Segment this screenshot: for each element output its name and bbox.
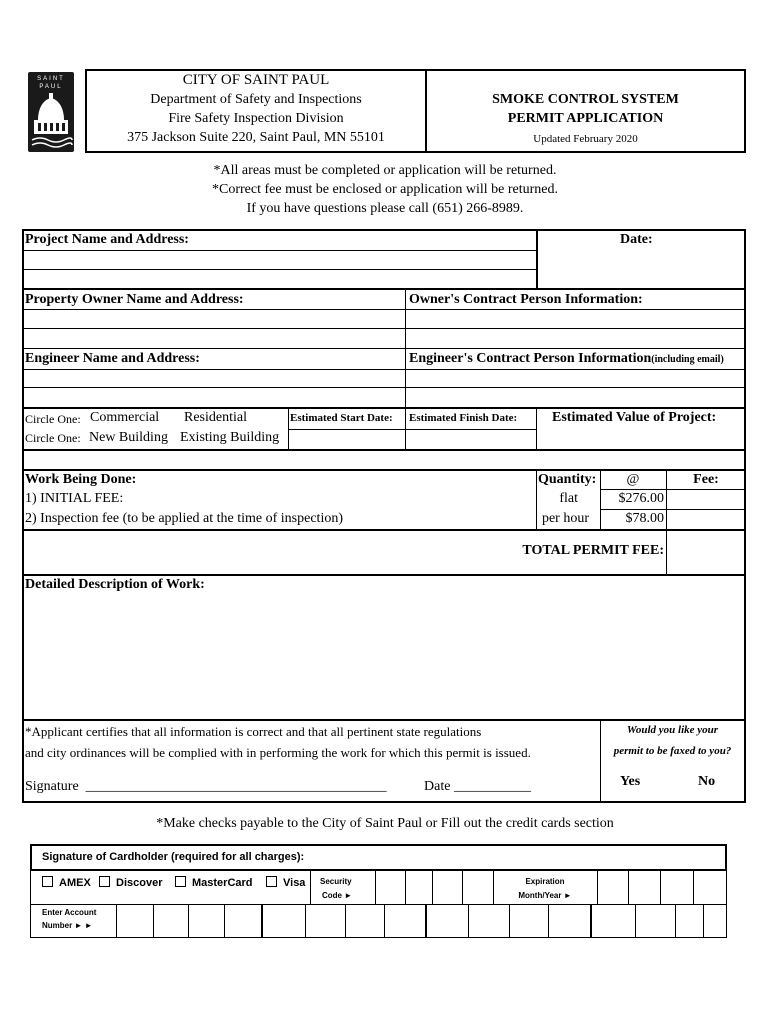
city-logo [28,72,74,152]
est-finish-label: Estimated Finish Date: [409,412,518,424]
fax-yes-option[interactable]: Yes [620,774,641,789]
account-number-label-2: Number ► ► [42,921,93,930]
notice-line-1: *All areas must be completed or application will be returned. [213,163,557,178]
cathedral-icon [28,92,74,152]
est-start-label: Estimated Start Date: [290,412,393,424]
fee-row-1-desc: 1) INITIAL FEE: [25,491,124,506]
account-number-label-1: Enter Account [42,908,97,917]
fee-row-1-rate: $276.00 [618,491,664,506]
security-digit-2[interactable] [407,872,431,902]
rate-header: @ [626,472,640,487]
checks-note: *Make checks payable to the City of Saint Paul or Fill out the credit cards section [156,816,614,831]
project-label: Project Name and Address: [25,232,189,247]
account-digit-1[interactable] [118,906,152,936]
notice-line-3: If you have questions please call (651) 266-8989. [246,201,524,216]
department-name: Department of Safety and Inspections [150,92,362,107]
quantity-label: Quantity: [538,472,597,487]
owner-address-input[interactable] [24,329,403,347]
fee-row-1-input[interactable] [668,491,744,508]
security-code-label-2: Code ► [322,891,353,900]
fax-question-1: Would you like your [626,724,719,736]
account-digit-6[interactable] [307,906,344,936]
fee-row-2-input[interactable] [668,511,744,528]
security-code-label-1: Security [320,877,352,886]
engineer-contact-input-2[interactable] [408,388,742,406]
est-value-input[interactable] [540,430,742,448]
owner-contact-input-1[interactable] [408,310,742,327]
account-digit-14[interactable] [637,906,674,936]
cardholder-signature-input[interactable] [335,847,723,868]
certify-line-1: *Applicant certifies that all information is correct and that all pertinent state regulations [25,724,482,739]
date-input[interactable] [540,252,740,282]
circle-one-label-1: Circle One: [25,412,81,426]
engineer-contact-label: Engineer's Contract Person Information(including email) [409,351,724,366]
mastercard-checkbox[interactable] [175,876,186,887]
certify-line-2: and city ordinances will be complied with in performing the work for which this permit is issued. [25,745,531,760]
account-digit-7[interactable] [347,906,383,936]
date-label: Date: [620,232,653,247]
office-address: 375 Jackson Suite 220, Saint Paul, MN 55101 [127,130,385,145]
engineer-label: Engineer Name and Address: [25,351,200,366]
expiration-label-1: Expiration [525,877,565,886]
account-digit-5[interactable] [264,906,304,936]
account-digit-8[interactable] [386,906,424,936]
owner-label: Property Owner Name and Address: [25,292,244,307]
owner-contact-label: Owner's Contract Person Information: [409,292,643,307]
sign-date-label: Date ___________ [424,779,531,794]
account-digit-11[interactable] [511,906,547,936]
expiration-digit-1[interactable] [599,872,627,902]
account-digit-2[interactable] [155,906,187,936]
est-finish-input[interactable] [408,431,534,448]
signature-line[interactable]: ___________________________________________ [85,779,387,794]
division-name: Fire Safety Inspection Division [168,111,344,126]
account-digit-13[interactable] [593,906,634,936]
expiration-label-2: Month/Year ► [518,891,572,900]
cardholder-label: Signature of Cardholder (required for all charges): [42,851,305,863]
amex-checkbox[interactable] [42,876,53,887]
est-start-input[interactable] [290,431,403,448]
work-label: Work Being Done: [25,472,137,487]
account-digit-15[interactable] [677,906,702,936]
fee-row-2-rate: $78.00 [625,511,664,526]
expiration-digit-4[interactable] [695,872,725,902]
updated-date: Updated February 2020 [533,133,638,145]
expiration-digit-2[interactable] [630,872,659,902]
engineer-contact-note: (including email) [651,354,724,365]
form-title-line1: SMOKE CONTROL SYSTEM [492,92,679,107]
fax-no-option[interactable]: No [698,774,716,789]
owner-name-input[interactable] [24,310,403,327]
fee-row-2-unit: per hour [541,511,589,526]
security-digit-4[interactable] [464,872,492,902]
project-name-input[interactable] [24,251,534,268]
form-title-line2: PERMIT APPLICATION [507,111,664,126]
logo-text-paul: PAUL [39,84,63,90]
engineer-contact-input-1[interactable] [408,370,742,386]
total-fee-label: TOTAL PERMIT FEE: [522,543,664,558]
account-digit-3[interactable] [190,906,223,936]
signature-label: Signature ___________________________________________ [25,779,387,794]
card-option-amex[interactable]: AMEX [42,876,91,889]
discover-checkbox[interactable] [99,876,110,887]
total-fee-input[interactable] [668,533,744,573]
city-name: CITY OF SAINT PAUL [182,72,330,88]
fee-row-2-desc: 2) Inspection fee (to be applied at the time of inspection) [25,511,344,526]
security-digit-1[interactable] [377,872,403,902]
account-digit-4[interactable] [226,906,260,936]
account-digit-10[interactable] [470,906,508,936]
security-digit-3[interactable] [434,872,461,902]
engineer-address-input[interactable] [24,388,403,406]
circle-one-label-2: Circle One: [25,431,81,445]
fax-question-2: permit to be faxed to you? [613,745,732,757]
fee-header: Fee: [693,472,719,487]
new-building-option[interactable]: New Building [89,430,168,445]
fee-row-1-unit: flat [559,491,578,506]
description-input[interactable] [25,596,743,716]
est-value-label: Estimated Value of Project: [552,410,717,425]
notice-line-2: *Correct fee must be enclosed or application will be returned. [212,182,558,197]
card-option-discover[interactable]: Discover [99,876,162,889]
visa-checkbox[interactable] [266,876,277,887]
account-digit-9[interactable] [428,906,467,936]
engineer-name-input[interactable] [24,370,403,386]
existing-building-option[interactable]: Existing Building [180,430,280,445]
card-option-mastercard[interactable]: MasterCard [175,876,253,889]
account-digit-16[interactable] [705,906,726,936]
logo-text-saint: SAINT [37,76,65,82]
description-label: Detailed Description of Work: [25,577,205,592]
project-address-input[interactable] [24,270,534,287]
account-digit-12[interactable] [550,906,589,936]
card-option-visa[interactable]: Visa [266,876,305,889]
commercial-option[interactable]: Commercial [90,410,160,425]
residential-option[interactable]: Residential [184,410,247,425]
expiration-digit-3[interactable] [662,872,692,902]
owner-contact-input-2[interactable] [408,329,742,347]
sign-date-line[interactable]: ___________ [453,779,531,794]
